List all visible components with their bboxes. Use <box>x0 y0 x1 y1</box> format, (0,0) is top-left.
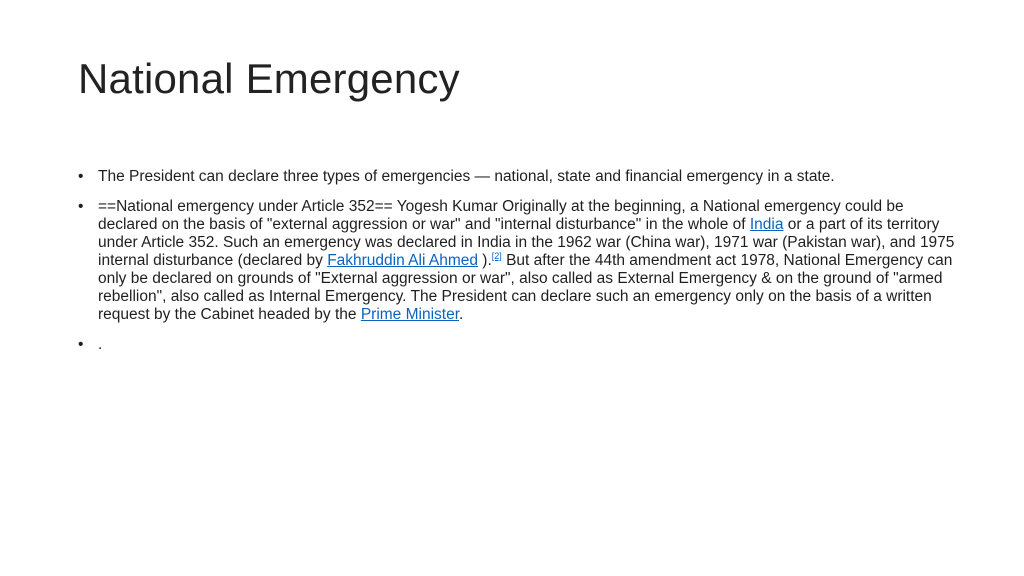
bullet-icon: • <box>78 168 84 185</box>
prime-minister-link[interactable]: Prime Minister <box>360 306 460 323</box>
slide-title: National Emergency <box>78 55 460 102</box>
bullet-item-empty <box>78 336 958 354</box>
bullet-text-part: But after the 44th amendment act 1978, National Emergency can only be declared on grounds of "External aggression or war", also called as External Emergency & on the ground of "armed rebellion", also called as Internal Emergency. The President can declare such an emergency only on the basis of a written request by the Cabinet headed by the <box>98 252 953 323</box>
bullet-text-part: or a part of its territory under Article 352. Such an emergency was declared in India in the 1962 war (China war), 1971 war (Pakistan war), and 1975 internal disturbance (declared by <box>98 216 955 269</box>
bullet-text-part: ). <box>477 252 492 269</box>
bullet-icon: • <box>78 336 84 353</box>
reference-2-link[interactable]: [2] <box>491 250 502 261</box>
bullet-list <box>78 168 958 366</box>
bullet-text-part: ==National emergency under Article 352== Yogesh Kumar Originally at the beginning, a National emergency could be declared on the basis of "external aggression or war" and "internal disturbance" in the whole of <box>98 198 904 233</box>
fakhruddin-ali-ahmed-link[interactable]: Fakhruddin Ali Ahmed <box>327 252 478 269</box>
bullet-item-types <box>78 168 958 186</box>
bullet-text: . <box>98 336 103 353</box>
bullet-text: The President can declare three types of emergencies — national, state and financial emergency in a state. <box>98 168 835 185</box>
bullet-icon: • <box>78 198 84 215</box>
bullet-item-article-352 <box>78 198 958 324</box>
india-link[interactable]: India <box>749 216 784 233</box>
bullet-text-part: . <box>459 306 464 323</box>
